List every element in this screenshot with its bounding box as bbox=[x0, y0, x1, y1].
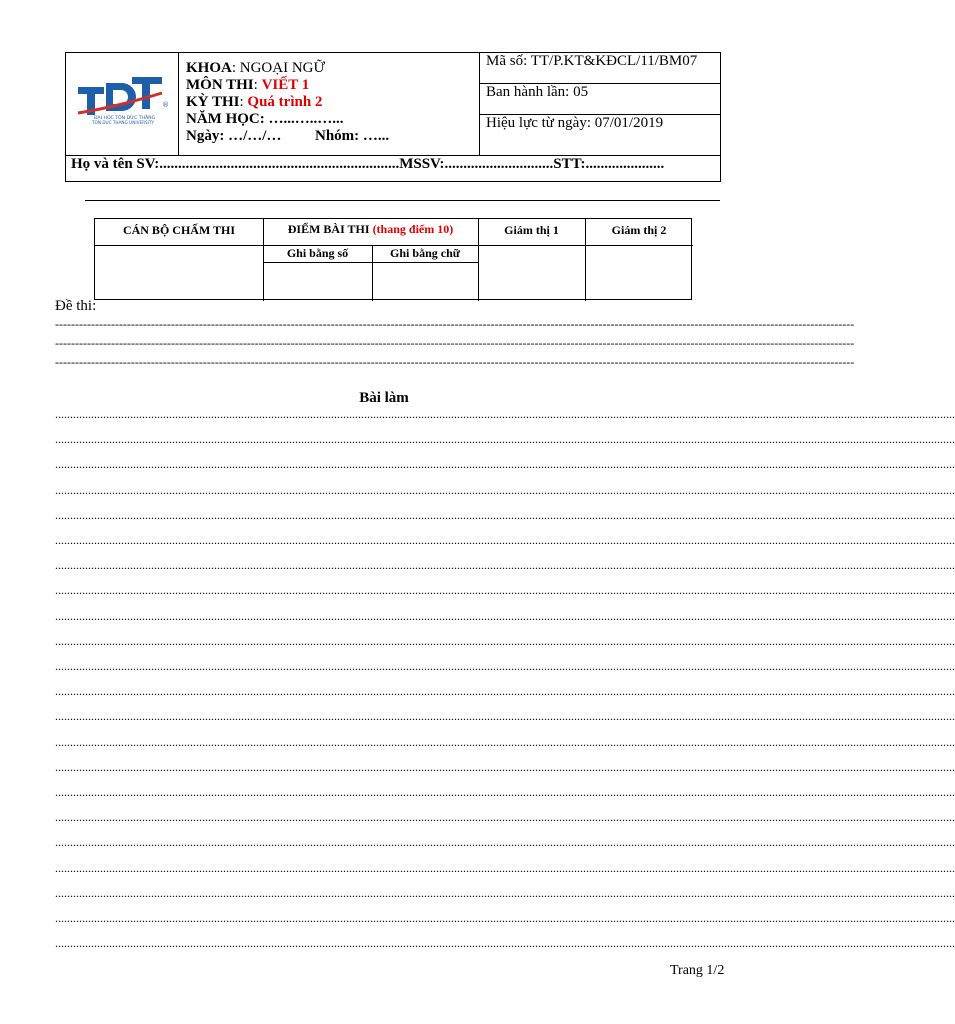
svg-text:®: ® bbox=[162, 101, 169, 109]
student-info-line[interactable]: Họ và tên SV:................................................................MSSV:.............................STT:..................... bbox=[71, 156, 665, 172]
answer-dot-line[interactable]: ............................................................................................................................................................................................................................................................................................................ bbox=[55, 482, 955, 497]
answer-dot-line[interactable]: ............................................................................................................................................................................................................................................................................................................ bbox=[55, 684, 955, 699]
proctor2-signature-cell[interactable] bbox=[586, 246, 692, 300]
logo-subtitle-en: TON DUC THANG UNIVERSITY bbox=[92, 120, 155, 125]
answer-dot-line[interactable]: ............................................................................................................................................................................................................................................................................................................ bbox=[55, 911, 955, 925]
answer-dot-line[interactable]: ............................................................................................................................................................................................................................................................................................................ bbox=[55, 759, 955, 774]
page-number: Trang 1/2 bbox=[670, 963, 725, 978]
answer-dot-line[interactable]: ............................................................................................................................................................................................................................................................................................................ bbox=[55, 407, 955, 421]
score-words-cell[interactable] bbox=[373, 263, 477, 300]
exam-question-label: Đề thi: bbox=[55, 298, 97, 314]
separator-line bbox=[85, 200, 720, 201]
question-dash-line: -------------------------------------------------------------------------------------------------------------------------------------------------------------------------------------------------------- bbox=[55, 355, 855, 369]
score-numeric-header: Ghi bằng số bbox=[286, 246, 349, 260]
group-line: Nhóm: …... bbox=[315, 128, 390, 144]
answer-dot-line[interactable]: ............................................................................................................................................................................................................................................................................................................ bbox=[55, 633, 955, 648]
answer-dot-line[interactable]: ............................................................................................................................................................................................................................................................................................................ bbox=[55, 835, 955, 850]
university-logo bbox=[76, 73, 171, 127]
score-numeric-cell[interactable] bbox=[264, 263, 371, 300]
logo-subtitle: ĐẠI HỌC TÔN ĐỨC THẮNG bbox=[94, 116, 156, 121]
subject-line: MÔN THI: VIẾT 1 bbox=[186, 77, 310, 93]
school-year-line: NĂM HỌC: …...…..…... bbox=[186, 111, 344, 127]
question-dash-line: -------------------------------------------------------------------------------------------------------------------------------------------------------------------------------------------------------- bbox=[55, 317, 855, 331]
faculty-line: KHOA: NGOẠI NGỮ bbox=[186, 60, 326, 76]
grader-signature-cell[interactable] bbox=[96, 246, 262, 300]
answer-dot-line[interactable]: ............................................................................................................................................................................................................................................................................................................ bbox=[55, 583, 955, 598]
answer-dot-line[interactable]: ............................................................................................................................................................................................................................................................................................................ bbox=[55, 785, 955, 799]
score-table bbox=[94, 218, 692, 300]
answer-dot-line[interactable]: ............................................................................................................................................................................................................................................................................................................ bbox=[55, 936, 955, 951]
date-line: Ngày: …/…/… bbox=[186, 128, 282, 144]
proctor2-header: Giám thị 2 bbox=[611, 223, 667, 237]
answer-dot-line[interactable]: ............................................................................................................................................................................................................................................................................................................ bbox=[55, 860, 955, 875]
exam-period-line: KỲ THI: Quá trình 2 bbox=[186, 94, 323, 110]
answer-dot-line[interactable]: ............................................................................................................................................................................................................................................................................................................ bbox=[55, 659, 955, 673]
proctor1-signature-cell[interactable] bbox=[479, 246, 584, 300]
effective-date: Hiệu lực từ ngày: 07/01/2019 bbox=[486, 115, 664, 131]
answer-dot-line[interactable]: ............................................................................................................................................................................................................................................................................................................ bbox=[55, 709, 955, 724]
answer-dot-line[interactable]: ............................................................................................................................................................................................................................................................................................................ bbox=[55, 432, 955, 447]
answer-dot-line[interactable]: ............................................................................................................................................................................................................................................................................................................ bbox=[55, 885, 955, 900]
answer-dot-line[interactable]: ............................................................................................................................................................................................................................................................................................................ bbox=[55, 734, 955, 749]
score-words-header: Ghi bằng chữ bbox=[390, 246, 460, 260]
answer-dot-line[interactable]: ............................................................................................................................................................................................................................................................................................................ bbox=[55, 457, 955, 472]
score-header: ĐIỂM BÀI THI (thang điểm 10) bbox=[287, 222, 454, 236]
answer-dot-line[interactable]: ............................................................................................................................................................................................................................................................................................................ bbox=[55, 533, 955, 547]
proctor1-header: Giám thị 1 bbox=[504, 223, 559, 237]
grader-header: CÁN BỘ CHẤM THI bbox=[122, 223, 236, 237]
answer-dot-line[interactable]: ............................................................................................................................................................................................................................................................................................................ bbox=[55, 810, 955, 825]
divider bbox=[479, 53, 480, 155]
divider bbox=[178, 53, 179, 155]
answer-dot-line[interactable]: ............................................................................................................................................................................................................................................................................................................ bbox=[55, 608, 955, 623]
exam-header-box bbox=[65, 52, 721, 182]
answer-dot-line[interactable]: ............................................................................................................................................................................................................................................................................................................ bbox=[55, 507, 955, 522]
form-code: Mã số: TT/P.KT&KĐCL/11/BM07 bbox=[486, 53, 698, 69]
question-dash-line: -------------------------------------------------------------------------------------------------------------------------------------------------------------------------------------------------------- bbox=[55, 336, 855, 350]
answer-heading: Bài làm bbox=[359, 390, 409, 406]
issue-number: Ban hành lần: 05 bbox=[486, 84, 589, 100]
answer-dot-line[interactable]: ............................................................................................................................................................................................................................................................................................................ bbox=[55, 558, 955, 573]
